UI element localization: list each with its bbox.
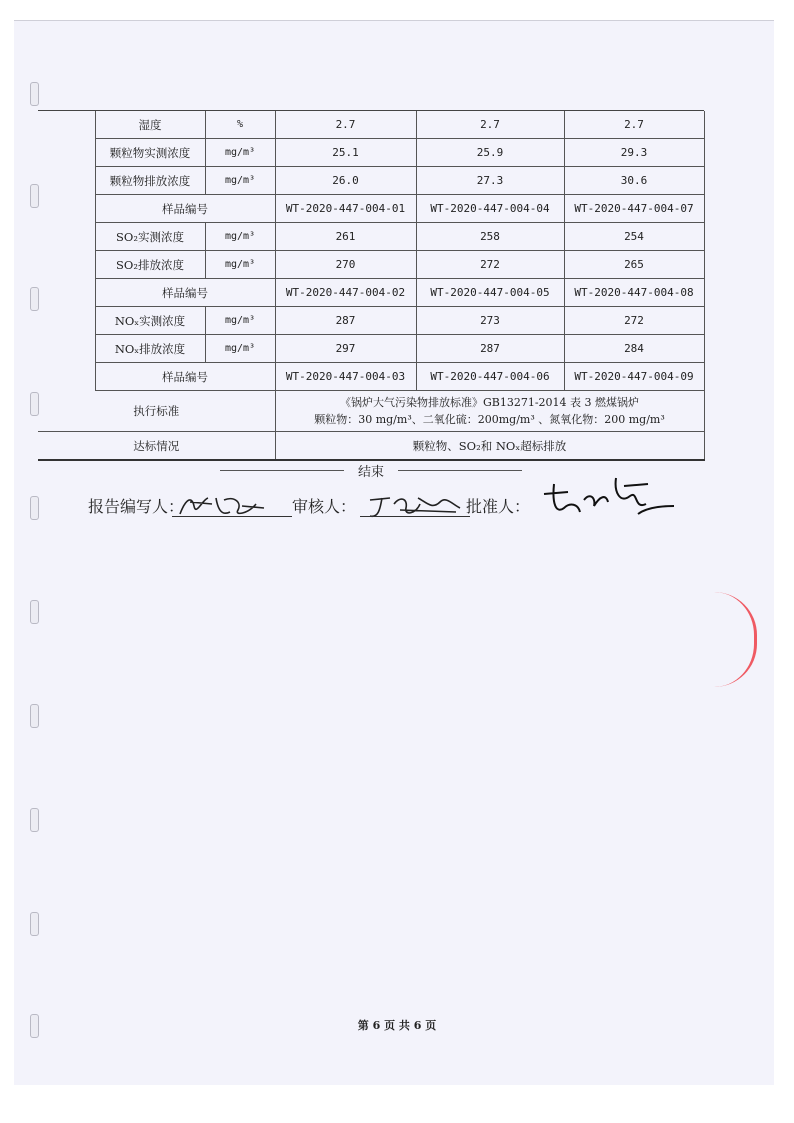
value-cell: 284 — [564, 335, 704, 363]
end-text: 结束 — [358, 464, 385, 480]
end-marker — [220, 460, 522, 480]
binding-hole — [30, 600, 39, 624]
writer-signature-line — [172, 516, 292, 517]
reviewer-signature — [360, 492, 480, 522]
value-cell: 2.7 — [416, 111, 564, 139]
sample-id-cell: WT-2020-447-004-08 — [564, 279, 704, 307]
table-row — [38, 363, 704, 391]
table-row-compliance — [38, 432, 704, 461]
table-row — [38, 223, 704, 251]
writer-label: 报告编写人： — [88, 497, 185, 516]
sample-id-cell: WT-2020-447-004-07 — [564, 195, 704, 223]
standard-line-1: 《锅炉大气污染物排放标准》GB13271-2014 表 3 燃煤锅炉 — [339, 396, 640, 409]
row-label: SO₂排放浓度 — [95, 251, 205, 279]
sample-id-cell: WT-2020-447-004-09 — [564, 363, 704, 391]
reviewer-label: 审核人： — [292, 497, 357, 516]
value-cell: 272 — [564, 307, 704, 335]
standard-label: 执行标准 — [38, 391, 275, 432]
row-label: NOₓ排放浓度 — [95, 335, 205, 363]
table-row — [38, 279, 704, 307]
row-label: SO₂实测浓度 — [95, 223, 205, 251]
value-cell: 29.3 — [564, 139, 704, 167]
sample-id-cell: WT-2020-447-004-02 — [275, 279, 416, 307]
value-cell: 297 — [275, 335, 416, 363]
signature-row — [88, 492, 688, 522]
value-cell: 27.3 — [416, 167, 564, 195]
value-cell: 30.6 — [564, 167, 704, 195]
value-cell: 273 — [416, 307, 564, 335]
table-row-standard — [38, 391, 704, 432]
value-cell: 25.1 — [275, 139, 416, 167]
value-cell: 287 — [416, 335, 564, 363]
value-cell: 258 — [416, 223, 564, 251]
page-top-edge — [14, 20, 774, 21]
row-label: 湿度 — [95, 111, 205, 139]
value-cell: 2.7 — [275, 111, 416, 139]
row-unit: mg/m³ — [205, 223, 275, 251]
compliance-label: 达标情况 — [38, 432, 275, 461]
sample-id-cell: WT-2020-447-004-03 — [275, 363, 416, 391]
binding-hole — [30, 704, 39, 728]
value-cell: 261 — [275, 223, 416, 251]
value-cell: 26.0 — [275, 167, 416, 195]
value-cell: 287 — [275, 307, 416, 335]
reviewer-signature-line — [360, 516, 470, 517]
sample-id-label: 样品编号 — [95, 363, 275, 391]
row-unit: mg/m³ — [205, 139, 275, 167]
end-line-left — [220, 470, 344, 471]
sample-id-cell: WT-2020-447-004-05 — [416, 279, 564, 307]
sample-id-label: 样品编号 — [95, 279, 275, 307]
page-number: 第 6 页 共 6 页 — [357, 1019, 437, 1032]
table-row — [38, 111, 704, 139]
value-cell: 270 — [275, 251, 416, 279]
value-cell: 2.7 — [564, 111, 704, 139]
row-label: 颗粒物实测浓度 — [95, 139, 205, 167]
value-cell: 25.9 — [416, 139, 564, 167]
compliance-value: 颗粒物、SO₂和 NOₓ超标排放 — [275, 432, 704, 461]
table-row — [38, 139, 704, 167]
sample-id-cell: WT-2020-447-004-01 — [275, 195, 416, 223]
standard-text — [275, 391, 704, 432]
table-row — [38, 251, 704, 279]
approver-signature — [534, 474, 684, 522]
binding-hole — [30, 496, 39, 520]
approver-label: 批准人： — [466, 497, 531, 516]
row-unit: mg/m³ — [205, 251, 275, 279]
end-line-right — [398, 470, 522, 471]
row-label: 颗粒物排放浓度 — [95, 167, 205, 195]
value-cell: 272 — [416, 251, 564, 279]
table-row — [38, 167, 704, 195]
row-label: NOₓ实测浓度 — [95, 307, 205, 335]
table-row — [38, 195, 704, 223]
table-row — [38, 307, 704, 335]
binding-hole — [30, 82, 39, 106]
value-cell: 265 — [564, 251, 704, 279]
sample-id-label: 样品编号 — [95, 195, 275, 223]
row-unit: mg/m³ — [205, 307, 275, 335]
standard-line-2: 颗粒物：30 mg/m³、二氧化硫：200mg/m³ 、氮氧化物：200 mg/m³ — [314, 413, 665, 426]
emission-data-table — [38, 111, 705, 461]
table-row — [38, 335, 704, 363]
binding-hole — [30, 912, 39, 936]
sample-id-cell: WT-2020-447-004-04 — [416, 195, 564, 223]
binding-hole — [30, 808, 39, 832]
table-spacer-cell — [38, 111, 95, 391]
value-cell: 254 — [564, 223, 704, 251]
writer-signature — [172, 492, 292, 522]
sample-id-cell: WT-2020-447-004-06 — [416, 363, 564, 391]
row-unit: mg/m³ — [205, 167, 275, 195]
row-unit: % — [205, 111, 275, 139]
row-unit: mg/m³ — [205, 335, 275, 363]
